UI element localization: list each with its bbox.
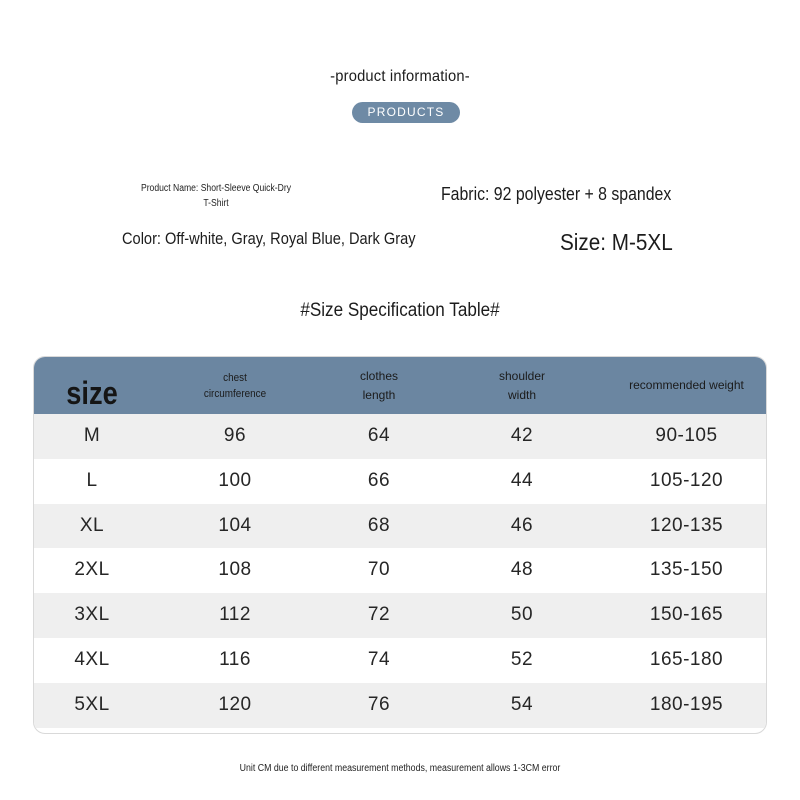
cell-size: 5XL [74,693,110,715]
table-title: #Size Specification Table# [300,300,500,321]
cell-chest: 96 [223,425,247,446]
table-row [34,548,766,593]
header-weight: recommended weight [629,378,744,392]
cell-size: 3XL [74,604,110,626]
color-spec: Color: Off-white, Gray, Royal Blue, Dark Gray [122,229,416,248]
header-shoulder-line-1: shoulder [498,368,546,383]
table-row [34,638,766,683]
header-chest-line-1: chest [223,371,247,384]
cell-weight: 135-150 [649,559,724,581]
header-shoulder-line-2: width [507,387,536,402]
header-chest [180,357,290,414]
cell-shoulder: 42 [510,425,534,446]
header-length-line-2: length [362,387,396,402]
cell-chest: 112 [219,604,251,626]
cell-length: 68 [367,514,391,536]
cell-weight: 180-195 [649,693,724,715]
cell-length: 72 [367,604,391,626]
cell-weight: 105-120 [649,469,724,491]
table-row [34,414,766,459]
table-row [34,504,766,549]
product-name-line-1: Product Name: Short-Sleeve Quick-Dry [140,183,292,194]
cell-chest: 100 [218,469,252,491]
cell-shoulder: 46 [510,514,534,536]
cell-length: 70 [367,559,391,581]
table-row [34,593,766,638]
product-name [139,181,294,211]
table-header [34,357,766,414]
size-table [33,356,767,734]
table-body [34,414,766,728]
cell-weight: 90-105 [655,425,718,446]
header-shoulder [462,357,582,414]
cell-weight: 165-180 [649,648,724,670]
table-row [34,683,766,728]
cell-length: 74 [367,648,391,670]
cell-chest: 104 [218,514,252,536]
fabric-spec: Fabric: 92 polyester + 8 spandex [441,184,672,204]
cell-size: L [86,469,98,491]
measurement-footnote: Unit CM due to different measurement methods, measurement allows 1-3CM error [239,763,561,774]
section-title: -product information- [330,68,470,85]
cell-shoulder: 50 [510,604,534,626]
header-length [319,357,439,414]
cell-chest: 120 [218,693,252,715]
header-length-line-1: clothes [359,368,399,383]
cell-length: 76 [367,693,391,715]
cell-shoulder: 52 [510,648,534,670]
size-range-spec: Size: M-5XL [560,229,673,255]
cell-length: 64 [367,425,391,446]
cell-size: M [83,425,101,446]
cell-size: 4XL [74,648,110,670]
cell-chest: 108 [218,559,252,581]
product-name-line-2: T-Shirt [203,198,229,209]
cell-size: XL [79,514,105,536]
cell-weight: 120-135 [649,514,724,536]
table-row [34,459,766,504]
header-size: size [66,375,118,411]
cell-chest: 116 [219,648,251,670]
cell-shoulder: 54 [510,693,534,715]
cell-shoulder: 48 [510,559,534,581]
cell-length: 66 [367,469,391,491]
products-badge: PRODUCTS [352,102,460,123]
cell-size: 2XL [74,559,110,581]
header-chest-line-2: circumference [203,387,267,400]
cell-weight: 150-165 [649,604,724,626]
cell-shoulder: 44 [510,469,534,491]
